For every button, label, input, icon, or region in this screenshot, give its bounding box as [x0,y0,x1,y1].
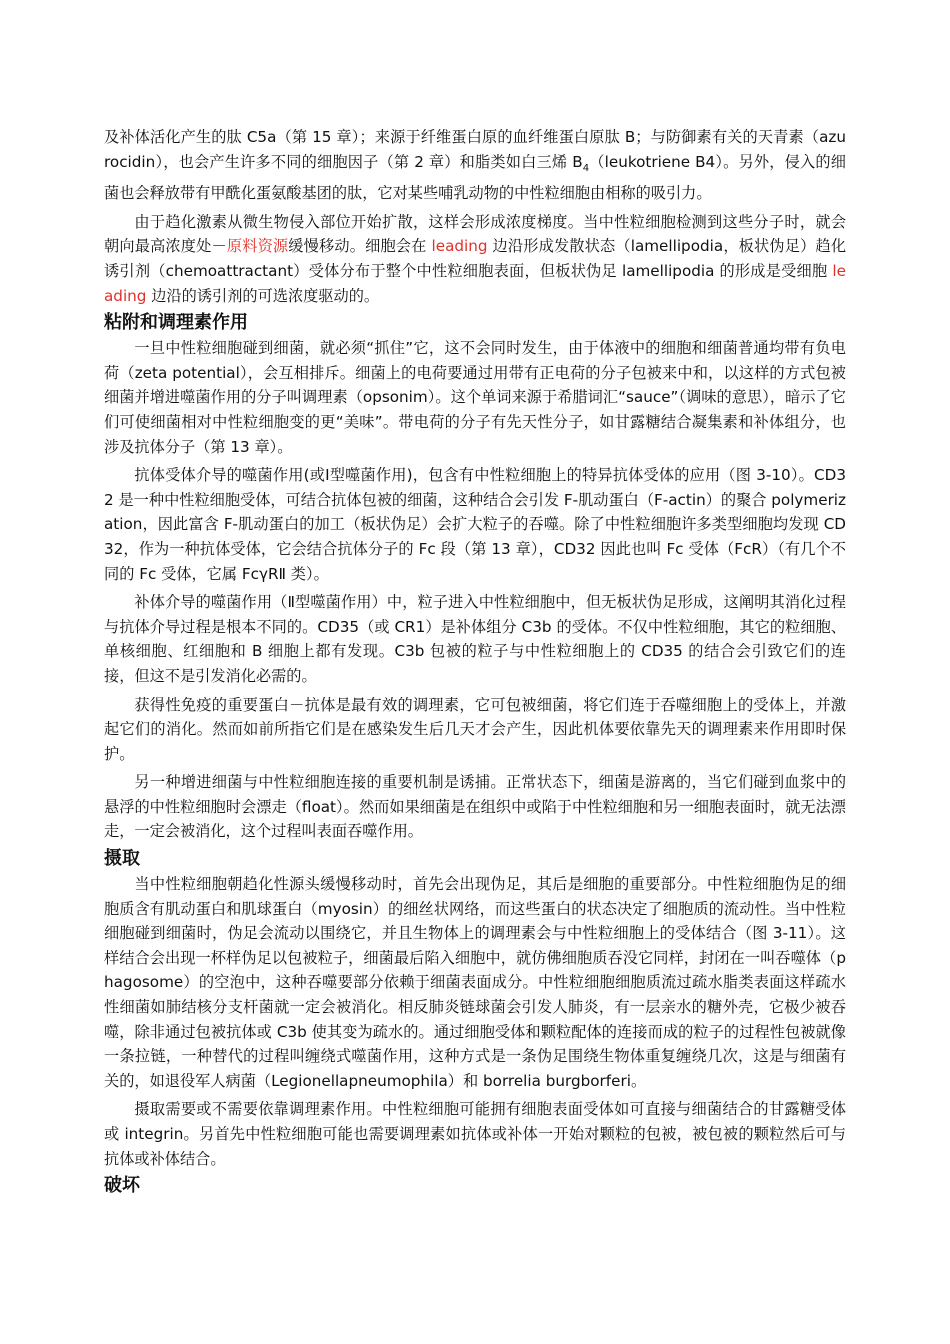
paragraph-gradient [104,210,846,308]
subscript: 4 [582,162,590,174]
section-heading-uptake: 摄取 [104,848,140,870]
section-heading-adhesion: 粘附和调理素作用 [104,312,248,334]
highlighted-text: 原料资源 [226,237,289,256]
paragraph-complement-phagocytosis: 补体介导的噬菌作用（Ⅱ型噬菌作用）中，粒子进入中性粒细胞中，但无板状伪足形成，这阐明其消化过程与抗体介导过程是根本不同的。CD35（或 CR1）是补体组分 C3b 的受体。不仅中性粒细胞，其它的粒细胞、单核细胞、红细胞和 B 细胞上都有发现。C3b 包被的粒子与中性粒细胞上的 CD35 的结合会引致它们的连接，但这不是引发消化必需的。 [104,593,846,685]
paragraph-pseudopod: 当中性粒细胞朝趋化性源头缓慢移动时，首先会出现伪足，其后是细胞的重要部分。中性粒细胞伪足的细胞质含有肌动蛋白和肌球蛋白（myosin）的细丝状网络，而这些蛋白的状态决定了细胞质的流动性。当中性粒细胞碰到细菌时，伪足会流动以围绕它，并且生物体上的调理素会与中性粒细胞上的受体结合（图 3-11）。这样结合会出现一杯样伪足以包被粒子，细菌最后陷入细胞中，就仿佛细胞质吞没它同样，封闭在一叫吞噬体（phagosome）的空泡中，这种吞噬要部分依赖于细菌表面成分。中性粒细胞细胞质流过疏水脂类表面这样疏水性细菌如肺结核分支杆菌就一定会被消化。相反肺炎链球菌会引发人肺炎，有一层亲水的糖外壳，它极少被吞噬，除非通过包被抗体或 C3b 使其变为疏水的。通过细胞受体和颗粒配体的连接而成的粒子的过程性包被就像一条拉链，一种替代的过程叫缠绕式噬菌作用，这种方式是一条伪足围绕生物体重复缠绕几次，这是与细菌有关的，如退役军人病菌（Legionellapneumophila）和 borrelia burgborferi。 [104,875,846,1090]
paragraph-text: （leukotriene B4）。另外，侵入的细菌也会释放带有甲酰化蛋氨酸基团的肽，它对某些哺乳动物的中性粒细胞由相称的吸引力。 [104,152,846,203]
paragraph-chemotaxins [104,125,846,206]
paragraph-opsonin: 一旦中性粒细胞碰到细菌，就必须“抓住”它，这不会同时发生，由于体液中的细胞和细菌普通均带有负电荷（zeta potential），会互相排斥。细菌上的电荷要通过用带有正电荷的分子包被来中和，以这样的方式包被细菌并增进噬菌作用的分子叫调理素（opsonim）。这个单词来源于希腊词汇“sauce”（调味的意思），暗示了它们可使细菌相对中性粒细胞变的更“美味”。带电荷的分子有先天性分子，如甘露糖结合凝集素和补体组分，也涉及抗体分子（第 13 章）。 [104,339,846,456]
paragraph-antibody-phagocytosis: 抗体受体介导的噬菌作用(或Ⅰ型噬菌作用)，包含有中性粒细胞上的特异抗体受体的应用（图 3-10）。CD32 是一种中性粒细胞受体，可结合抗体包被的细菌，这种结合会引发 F-肌动蛋白（F-actin）的聚合 polymerization，因此富含 F-肌动蛋白的加工（板状伪足）会扩大粒子的吞噬。除了中性粒细胞许多类型细胞均发现 CD32，作为一种抗体受体，它会结合抗体分子的 Fc 段（第 13 章），CD32 因此也叫 Fc 受体（FcR）（有几个不同的 Fc 受体，它属 FcγRⅡ 类）。 [104,466,846,583]
highlighted-text: leading [104,262,846,305]
highlighted-text: leading [431,237,488,256]
paragraph-text: 边沿的诱引剂的可选浓度驱动的。 [146,286,380,305]
paragraph-trapping: 另一种增进细菌与中性粒细胞连接的重要机制是诱捕。正常状态下，细菌是游离的，当它们碰到血浆中的悬浮的中性粒细胞时会漂走（float）。然而如果细菌是在组织中或陷于中性粒细胞和另一细胞表面时，就无法漂走，一定会被消化，这个过程叫表面吞噬作用。 [104,773,846,841]
paragraph-antibody-opsonin: 获得性免疫的重要蛋白－抗体是最有效的调理素，它可包被细菌，将它们连于吞噬细胞上的受体上，并激起它们的消化。然而如前所指它们是在感染发生后几天才会产生，因此机体要依靠先天的调理素来作用即时保护。 [104,695,846,763]
section-heading-destroy: 破坏 [104,1175,140,1197]
paragraph-text: 边沿形成发散状态（lamellipodia，板状伪足）趋化诱引剂（chemoattractant）受体分布于整个中性粒细胞表面，但板状伪足 lamellipodia 的形成是受细胞 [104,237,847,280]
paragraph-uptake-receptors: 摄取需要或不需要依靠调理素作用。中性粒细胞可能拥有细胞表面受体如可直接与细菌结合的甘露糖受体或 integrin。另首先中性粒细胞可能也需要调理素如抗体或补体一开始对颗粒的包被，被包被的颗粒然后可与抗体或补体结合。 [104,1100,846,1168]
paragraph-text: 及补体活化产生的肽 C5a（第 15 章）；来源于纤维蛋白原的血纤维蛋白原肽 B；与防御素有关的天青素（azurocidin），也会产生许多不同的细胞因子（第 2 章）和脂类如白三烯 B [104,128,846,171]
paragraph-text: 由于趋化激素从微生物侵入部位开始扩散，这样会形成浓度梯度。当中性粒细胞检测到这些分子时，就会朝向最高浓度处－ [104,212,846,256]
paragraph-text: 缓慢移动。细胞会在 [288,237,432,256]
